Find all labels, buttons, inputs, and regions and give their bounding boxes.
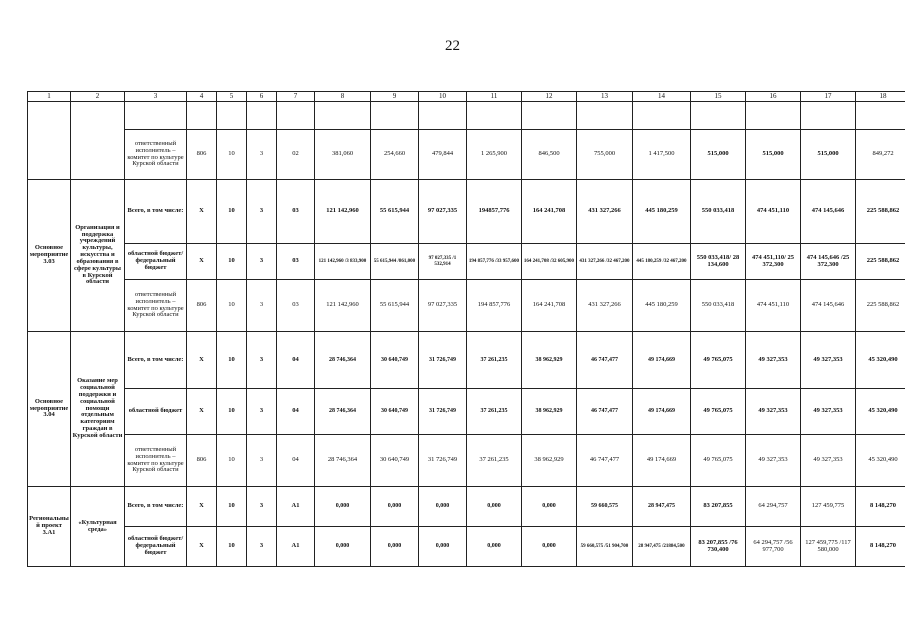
code-cell: 3 — [247, 527, 277, 567]
header-cell: 14 — [633, 92, 691, 102]
value-cell: 445 180,259 — [633, 280, 691, 332]
activity-code-cell: Региональный проект 3.А1 — [28, 487, 71, 567]
value-cell: 55 615,944 /861,000 — [371, 244, 419, 280]
value-cell: 194 857,776 /33 957,600 — [467, 244, 522, 280]
code-cell: 10 — [217, 244, 247, 280]
value-cell: 755,000 — [577, 130, 633, 180]
code-cell: А1 — [277, 487, 315, 527]
value-cell: 121 142,960 — [315, 180, 371, 244]
value-cell: 445 180,259 /32 467,200 — [633, 244, 691, 280]
code-cell: 10 — [217, 389, 247, 435]
value-cell: 30 640,749 — [371, 389, 419, 435]
empty-cell — [125, 102, 187, 130]
table-row — [28, 527, 905, 567]
code-cell: 03 — [277, 280, 315, 332]
code-cell: Х — [187, 180, 217, 244]
value-cell: 8 148,270 — [856, 487, 905, 527]
value-cell: 46 747,477 — [577, 435, 633, 487]
header-cell: 4 — [187, 92, 217, 102]
header-row — [28, 92, 905, 102]
value-cell: 431 327,266 — [577, 280, 633, 332]
header-cell: 17 — [801, 92, 856, 102]
code-cell: 04 — [277, 332, 315, 389]
value-cell: 30 640,749 — [371, 435, 419, 487]
value-cell: 0,000 — [467, 527, 522, 567]
table-row — [28, 332, 905, 389]
value-cell: 28 746,364 — [315, 332, 371, 389]
table-row — [28, 280, 905, 332]
value-cell: 37 261,235 — [467, 332, 522, 389]
value-cell: 49 174,669 — [633, 389, 691, 435]
header-cell: 2 — [71, 92, 125, 102]
header-cell: 9 — [371, 92, 419, 102]
header-cell: 16 — [746, 92, 801, 102]
value-cell: 474 451,110/ 25 372,300 — [746, 244, 801, 280]
value-cell: 550 033,418/ 28 134,600 — [691, 244, 746, 280]
code-cell: 03 — [277, 180, 315, 244]
empty-cell — [28, 102, 71, 180]
value-cell: 164 241,708 — [522, 280, 577, 332]
value-cell: 55 615,944 — [371, 280, 419, 332]
value-cell: 45 320,490 — [856, 332, 905, 389]
value-cell: 49 327,353 — [801, 389, 856, 435]
value-cell: 28 947,475 /21884,500 — [633, 527, 691, 567]
code-cell: 3 — [247, 487, 277, 527]
value-cell: 37 261,235 — [467, 435, 522, 487]
value-cell: 1 265,900 — [467, 130, 522, 180]
header-cell: 18 — [856, 92, 905, 102]
code-cell: Х — [187, 527, 217, 567]
value-cell: 83 207,855 /76 730,400 — [691, 527, 746, 567]
code-cell: Х — [187, 389, 217, 435]
code-cell: 03 — [277, 244, 315, 280]
value-cell: 0,000 — [371, 487, 419, 527]
value-cell: 55 615,944 — [371, 180, 419, 244]
activity-name-cell: Организация и поддержка учреждений культуры, искусства и образования в сфере культуры в Курской области — [71, 180, 125, 332]
code-cell: 04 — [277, 389, 315, 435]
code-cell: 3 — [247, 280, 277, 332]
value-cell: 49 765,075 — [691, 435, 746, 487]
value-cell: 49 327,353 — [746, 435, 801, 487]
value-cell: 550 033,418 — [691, 280, 746, 332]
code-cell: 3 — [247, 130, 277, 180]
value-cell: 37 261,235 — [467, 389, 522, 435]
table-row — [28, 435, 905, 487]
value-cell: 28 746,364 — [315, 435, 371, 487]
table-row — [28, 487, 905, 527]
value-cell: 0,000 — [467, 487, 522, 527]
code-cell: 10 — [217, 527, 247, 567]
value-cell: 0,000 — [419, 527, 467, 567]
header-cell: 7 — [277, 92, 315, 102]
table-row — [28, 180, 905, 244]
value-cell: 0,000 — [315, 527, 371, 567]
value-cell: 0,000 — [522, 487, 577, 527]
value-cell: 64 294,757 /56 977,700 — [746, 527, 801, 567]
value-cell: 38 962,929 — [522, 332, 577, 389]
code-cell: 10 — [217, 180, 247, 244]
value-cell: 225 588,862 — [856, 280, 905, 332]
value-cell: 225 588,862 — [856, 180, 905, 244]
value-cell: 28 947,475 — [633, 487, 691, 527]
budget-table — [27, 91, 905, 567]
table-row — [28, 102, 905, 130]
code-cell: Х — [187, 487, 217, 527]
table-row — [28, 244, 905, 280]
code-cell: 04 — [277, 435, 315, 487]
value-cell: 474 145,646 — [801, 180, 856, 244]
value-cell: 127 459,775 — [801, 487, 856, 527]
value-cell: 31 726,749 — [419, 435, 467, 487]
code-cell: А1 — [277, 527, 315, 567]
code-cell: 3 — [247, 180, 277, 244]
source-cell: областной бюджет — [125, 389, 187, 435]
value-cell: 0,000 — [315, 487, 371, 527]
value-cell: 30 640,749 — [371, 332, 419, 389]
table-row — [28, 389, 905, 435]
value-cell: 121 142,960 — [315, 280, 371, 332]
header-cell: 8 — [315, 92, 371, 102]
value-cell: 846,500 — [522, 130, 577, 180]
header-cell: 1 — [28, 92, 71, 102]
value-cell: 97 027,335 — [419, 180, 467, 244]
value-cell: 474 451,110 — [746, 180, 801, 244]
page-number: 22 — [445, 38, 460, 54]
source-cell: Всего, в том числе: — [125, 332, 187, 389]
value-cell: 474 145,646 — [801, 280, 856, 332]
source-cell: Всего, в том числе: — [125, 487, 187, 527]
code-cell: Х — [187, 332, 217, 389]
value-cell: 59 660,575 /51 904,700 — [577, 527, 633, 567]
value-cell: 194 857,776 — [467, 280, 522, 332]
source-cell: областной бюджет/ федеральный бюджет — [125, 527, 187, 567]
value-cell: 1 417,500 — [633, 130, 691, 180]
header-cell: 11 — [467, 92, 522, 102]
value-cell: 97 027,335 /1 532,914 — [419, 244, 467, 280]
value-cell: 381,060 — [315, 130, 371, 180]
value-cell: 225 588,862 — [856, 244, 905, 280]
value-cell: 0,000 — [419, 487, 467, 527]
value-cell: 550 033,418 — [691, 180, 746, 244]
value-cell: 64 294,757 — [746, 487, 801, 527]
value-cell: 46 747,477 — [577, 332, 633, 389]
activity-name-cell: Оказание мер социальной поддержки и социальной помощи отдельным категориям граждан в Курской области — [71, 332, 125, 487]
activity-name-cell: «Культурная среда» — [71, 487, 125, 567]
executor-cell: ответственный исполнитель – комитет по культуре Курской области — [125, 130, 187, 180]
code-cell: 3 — [247, 332, 277, 389]
value-cell: 45 320,490 — [856, 389, 905, 435]
value-cell: 479,844 — [419, 130, 467, 180]
value-cell: 97 027,335 — [419, 280, 467, 332]
header-cell: 15 — [691, 92, 746, 102]
code-cell: 10 — [217, 130, 247, 180]
value-cell: 46 747,477 — [577, 389, 633, 435]
value-cell: 515,000 — [801, 130, 856, 180]
value-cell: 474 451,110 — [746, 280, 801, 332]
value-cell: 849,272 — [856, 130, 905, 180]
code-cell: 02 — [277, 130, 315, 180]
value-cell: 38 962,929 — [522, 389, 577, 435]
code-cell: 10 — [217, 435, 247, 487]
value-cell: 45 320,490 — [856, 435, 905, 487]
value-cell: 49 327,353 — [746, 332, 801, 389]
code-cell: 806 — [187, 280, 217, 332]
empty-cell — [71, 102, 125, 180]
table-row — [28, 130, 905, 180]
source-cell: областной бюджет/ федеральный бюджет — [125, 244, 187, 280]
value-cell: 49 327,353 — [746, 389, 801, 435]
value-cell: 49 327,353 — [801, 332, 856, 389]
value-cell: 121 142,960 /3 833,900 — [315, 244, 371, 280]
executor-cell: ответственный исполнитель – комитет по культуре Курской области — [125, 280, 187, 332]
activity-code-cell: Основное мероприятие 3.03 — [28, 180, 71, 332]
activity-code-cell: Основное мероприятие 3.04 — [28, 332, 71, 487]
value-cell: 431 327,266 /32 467,200 — [577, 244, 633, 280]
value-cell: 0,000 — [522, 527, 577, 567]
source-cell: Всего, в том числе: — [125, 180, 187, 244]
value-cell: 49 765,075 — [691, 389, 746, 435]
value-cell: 38 962,929 — [522, 435, 577, 487]
value-cell: 83 207,855 — [691, 487, 746, 527]
code-cell: 806 — [187, 130, 217, 180]
header-cell: 6 — [247, 92, 277, 102]
code-cell: Х — [187, 244, 217, 280]
value-cell: 445 180,259 — [633, 180, 691, 244]
value-cell: 59 660,575 — [577, 487, 633, 527]
value-cell: 164 241,708 /32 605,900 — [522, 244, 577, 280]
value-cell: 31 726,749 — [419, 332, 467, 389]
value-cell: 49 174,669 — [633, 435, 691, 487]
executor-cell: ответственный исполнитель – комитет по культуре Курской области — [125, 435, 187, 487]
value-cell: 28 746,364 — [315, 389, 371, 435]
header-cell: 10 — [419, 92, 467, 102]
code-cell: 3 — [247, 435, 277, 487]
value-cell: 127 459,775 /117 580,000 — [801, 527, 856, 567]
value-cell: 254,660 — [371, 130, 419, 180]
header-cell: 12 — [522, 92, 577, 102]
value-cell: 194857,776 — [467, 180, 522, 244]
value-cell: 431 327,266 — [577, 180, 633, 244]
value-cell: 515,000 — [746, 130, 801, 180]
header-cell: 3 — [125, 92, 187, 102]
value-cell: 474 145,646 /25 372,300 — [801, 244, 856, 280]
value-cell: 49 174,669 — [633, 332, 691, 389]
value-cell: 0,000 — [371, 527, 419, 567]
value-cell: 49 765,075 — [691, 332, 746, 389]
code-cell: 10 — [217, 280, 247, 332]
value-cell: 8 148,270 — [856, 527, 905, 567]
value-cell: 164 241,708 — [522, 180, 577, 244]
code-cell: 10 — [217, 332, 247, 389]
header-cell: 13 — [577, 92, 633, 102]
code-cell: 806 — [187, 435, 217, 487]
code-cell: 3 — [247, 389, 277, 435]
code-cell: 10 — [217, 487, 247, 527]
value-cell: 49 327,353 — [801, 435, 856, 487]
header-cell: 5 — [217, 92, 247, 102]
value-cell: 515,000 — [691, 130, 746, 180]
value-cell: 31 726,749 — [419, 389, 467, 435]
code-cell: 3 — [247, 244, 277, 280]
